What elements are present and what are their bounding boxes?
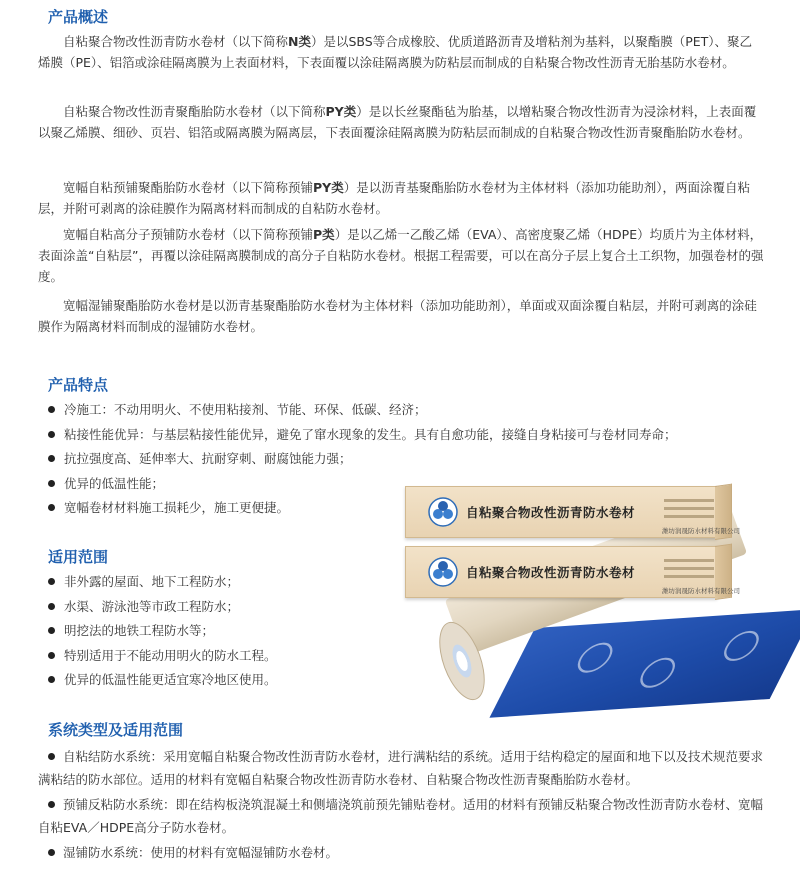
logo-watermark-icon [634,657,680,689]
list-item [48,447,677,472]
box-product-label: 自粘聚合物改性沥青防水卷材 [466,565,636,580]
section-title-features: 产品特点 [48,376,109,394]
overview-paragraph-wet-laid: 宽幅湿铺聚酯胎防水卷材是以沥青基聚酯胎防水卷材为主体材料（添加功能助剂），单面或双面涂覆自粘层，并附可剥离的涂硅膜作为隔离材料而制成的湿铺防水卷材。 [38,298,757,334]
text: 自粘聚合物改性沥青聚酯胎防水卷材（以下简称 [63,104,326,119]
box-product-label: 自粘聚合物改性沥青防水卷材 [466,505,636,520]
list-item [48,595,277,620]
item-text: 优异的低温性能更适宜寒冷地区使用。 [64,672,277,687]
overview-paragraph-pre-py-type [38,177,764,219]
box-fine-print [664,507,714,510]
company-logo-icon [428,557,458,587]
section-title-systems: 系统类型及适用范围 [48,721,184,739]
product-box-bottom [405,546,740,598]
item-text: 特别适用于不能动用明火的防水工程。 [64,647,277,663]
item-text: 预铺反粘防水系统：即在结构板浇筑混凝土和侧墙浇筑前预先铺贴卷材。适用的材料有预铺反粘聚合物改性沥青防水卷材、宽幅自粘EVA／HDPE高分子防水卷材。 [38,797,764,835]
list-item [48,398,677,423]
bullet-icon [48,455,55,462]
overview-paragraph-py-type [38,101,764,143]
abbr: P类 [313,227,335,242]
item-text: 水渠、游泳池等市政工程防水； [64,598,240,614]
list-item [48,570,277,595]
bullet-icon [48,627,55,634]
text: ）是以沥青基聚酯胎防水卷材为主体材料（添加功能助剂），两面涂覆自粘层，并附可剥离的涂硅膜作为隔离材料而制成的自粘防水卷材。 [38,180,750,216]
box-fine-print [664,567,714,570]
logo-watermark-icon [572,642,618,674]
box-company-name: 潍坊润晟防水材料有限公司 [662,587,740,595]
item-text: 非外露的屋面、地下工程防水； [64,574,240,589]
bullet-icon [48,431,55,438]
bullet-icon [48,652,55,659]
system-item-pre-applied [38,793,764,839]
system-item-wet-laid [38,841,764,864]
section-title-scope: 适用范围 [48,548,109,566]
text: ）是以SBS等合成橡胶、优质道路沥青及增粘剂为基料，以聚酯膜（PET）、聚乙烯膜（PE）、铝箔或涂硅隔离膜为上表面材料，下表面覆以涂硅隔离膜为防粘层而制成的自粘聚合物改性沥青无胎基防水卷材。 [38,34,753,70]
bullet-icon [48,849,55,856]
box-company-name: 潍坊润晟防水材料有限公司 [662,527,740,535]
box-fine-print [664,515,714,518]
text: ）是以长丝聚酯毡为胎基，以增粘聚合物改性沥青为浸涂材料，上表面覆以聚乙烯膜、细砂、页岩、铝箔或隔离膜为隔离层，下表面覆涂硅隔离膜为防粘层而制成的自粘聚合物改性沥青聚酯胎防水卷材。 [38,104,757,140]
bullet-icon [48,603,55,610]
bullet-icon [48,406,55,413]
company-logo-icon [428,497,458,527]
item-text: 冷施工：不动用明火、不使用粘接剂、节能、环保、低碳、经济； [64,402,427,417]
box-fine-print [664,559,714,562]
item-text: 明挖法的地铁工程防水等； [64,623,215,638]
product-photo [395,478,795,723]
text: 宽幅自粘高分子预铺防水卷材（以下简称预铺 [63,227,314,242]
abbr: PY类 [325,104,357,119]
logo-watermark-icon [718,630,764,662]
section-title-overview: 产品概述 [48,8,109,26]
overview-paragraph-pre-p-type [38,224,764,287]
list-item [48,619,277,644]
text: 宽幅自粘预铺聚酯胎防水卷材（以下简称预铺 [63,180,314,195]
abbr: PY类 [313,180,344,195]
item-text: 优异的低温性能； [64,475,165,491]
bullet-icon [48,578,55,585]
list-item [48,423,677,448]
item-text: 宽幅卷材材料施工损耗少，施工更便捷。 [64,500,290,515]
text: 自粘聚合物改性沥青防水卷材（以下简称 [63,34,289,49]
list-item [48,644,277,669]
bullet-icon [48,801,55,808]
bullet-icon [48,753,55,760]
product-box-top [405,486,740,538]
box-fine-print [664,499,714,502]
text: ）是以乙烯一乙酸乙烯（EVA）、高密度聚乙烯（HDPE）均质片为主体材料，表面涂盖“自粘层”，再覆以涂硅隔离膜制成的高分子自粘防水卷材。根据工程需要，可以在高分子层上复合土工织物，加强卷材的强度。 [38,227,764,284]
list-item [48,668,277,693]
item-text: 抗拉强度高、延伸率大、抗耐穿刺、耐腐蚀能力强； [64,451,352,466]
item-text: 粘接性能优异：与基层粘接性能优异，避免了窜水现象的发生。具有自愈功能，接缝自身粘接可与卷材同寿命； [64,426,677,442]
bullet-icon [48,676,55,683]
scope-list [48,570,277,693]
system-item-self-adhesive [38,745,764,791]
item-text: 自粘结防水系统：采用宽幅自粘聚合物改性沥青防水卷材，进行满粘结的系统。适用于结构稳定的屋面和地下以及技术规范要求满粘结的防水部位。适用的材料有宽幅自粘聚合物改性沥青防水卷材、自粘聚合物改性沥青聚酯胎防水卷材。 [38,749,764,787]
item-text: 湿铺防水系统：使用的材料有宽幅湿铺防水卷材。 [63,845,339,860]
bullet-icon [48,504,55,511]
abbr: N类 [288,34,311,49]
bullet-icon [48,480,55,487]
box-fine-print [664,575,714,578]
overview-paragraph-n-type [38,31,764,73]
